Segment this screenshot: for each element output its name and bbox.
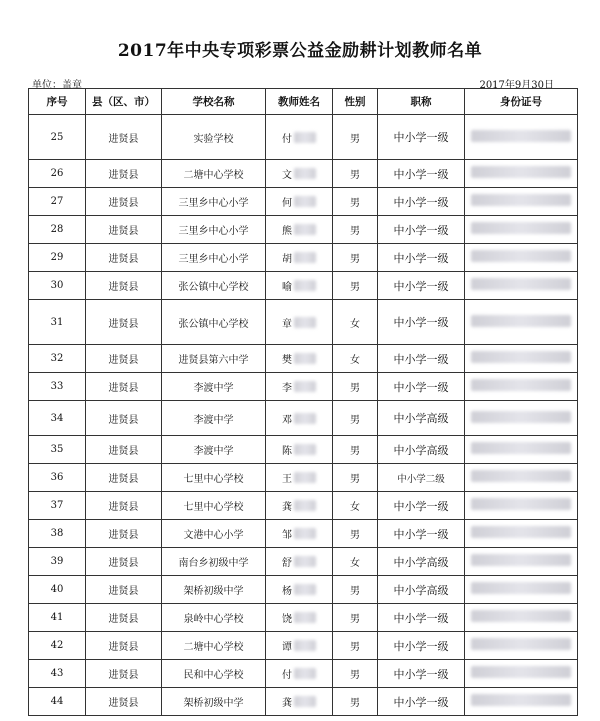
teacher-surname: 龚 — [282, 502, 292, 513]
header-gender: 性别 — [333, 89, 378, 115]
teacher-name-cell — [266, 373, 333, 401]
school-cell: 南台乡初级中学 — [162, 548, 266, 576]
teacher-name-cell — [266, 464, 333, 492]
gender-cell: 男 — [333, 244, 378, 272]
rank-cell: 中小学一级 — [378, 520, 465, 548]
teacher-name-cell — [266, 520, 333, 548]
teacher-name-cell — [266, 244, 333, 272]
id-number-cell — [465, 401, 578, 436]
teacher-surname: 饶 — [282, 614, 292, 625]
rank-cell: 中小学一级 — [378, 632, 465, 660]
teacher-roster-table — [28, 88, 578, 716]
teacher-name — [282, 470, 316, 485]
redacted-name-blur — [294, 640, 316, 651]
redacted-id-blur — [471, 315, 571, 327]
redacted-name-blur — [294, 168, 316, 179]
id-number-cell — [465, 660, 578, 688]
rank-cell: 中小学高级 — [378, 548, 465, 576]
id-number-cell — [465, 345, 578, 373]
teacher-surname: 李 — [282, 383, 292, 394]
redacted-id-blur — [471, 250, 571, 262]
redacted-name-blur — [294, 556, 316, 567]
gender-cell: 男 — [333, 688, 378, 716]
teacher-surname: 邓 — [282, 414, 292, 426]
county-cell: 进贤县 — [86, 660, 162, 688]
gender-cell: 男 — [333, 632, 378, 660]
redacted-id-blur — [471, 351, 571, 363]
teacher-surname: 付 — [282, 670, 292, 681]
header-no: 序号 — [29, 89, 86, 115]
id-number-cell — [465, 115, 578, 160]
redacted-id-blur — [471, 411, 571, 423]
gender-cell: 男 — [333, 160, 378, 188]
county-cell: 进贤县 — [86, 115, 162, 160]
row-number: 27 — [29, 188, 86, 216]
redacted-id-blur — [471, 470, 571, 482]
redacted-id-blur — [471, 379, 571, 391]
teacher-surname: 杨 — [282, 586, 292, 597]
redacted-id-blur — [471, 222, 571, 234]
gender-cell: 男 — [333, 272, 378, 300]
redacted-id-blur — [471, 166, 571, 178]
teacher-name — [282, 526, 316, 541]
rank-cell: 中小学一级 — [378, 492, 465, 520]
teacher-name — [282, 222, 316, 237]
table-row — [29, 401, 578, 436]
table-row — [29, 436, 578, 464]
id-number-cell — [465, 576, 578, 604]
rank-cell: 中小学一级 — [378, 688, 465, 716]
gender-cell: 男 — [333, 216, 378, 244]
row-number: 43 — [29, 660, 86, 688]
rank-cell: 中小学二级 — [378, 464, 465, 492]
table-row — [29, 548, 578, 576]
table-row — [29, 272, 578, 300]
teacher-name-cell — [266, 188, 333, 216]
redacted-name-blur — [294, 353, 316, 364]
county-cell: 进贤县 — [86, 436, 162, 464]
teacher-name — [282, 351, 316, 366]
gender-cell: 男 — [333, 436, 378, 464]
row-number: 42 — [29, 632, 86, 660]
school-cell: 三里乡中心小学 — [162, 216, 266, 244]
teacher-name — [282, 694, 316, 709]
gender-cell: 男 — [333, 604, 378, 632]
row-number: 28 — [29, 216, 86, 244]
id-number-cell — [465, 492, 578, 520]
school-cell: 李渡中学 — [162, 436, 266, 464]
rank-cell: 中小学一级 — [378, 115, 465, 160]
header-rank: 职称 — [378, 89, 465, 115]
gender-cell: 男 — [333, 576, 378, 604]
county-cell: 进贤县 — [86, 300, 162, 345]
teacher-name-cell — [266, 688, 333, 716]
row-number: 41 — [29, 604, 86, 632]
county-cell: 进贤县 — [86, 188, 162, 216]
unit-label: 单位：盖章 — [32, 80, 82, 91]
county-cell: 进贤县 — [86, 244, 162, 272]
teacher-surname: 文 — [282, 170, 292, 181]
teacher-name-cell — [266, 548, 333, 576]
id-number-cell — [465, 604, 578, 632]
teacher-surname: 舒 — [282, 558, 292, 569]
redacted-name-blur — [294, 584, 316, 595]
header-row — [29, 89, 578, 115]
county-cell: 进贤县 — [86, 345, 162, 373]
teacher-surname: 章 — [282, 318, 292, 330]
rank-cell: 中小学一级 — [378, 345, 465, 373]
teacher-name — [282, 166, 316, 181]
county-cell: 进贤县 — [86, 373, 162, 401]
redacted-name-blur — [294, 500, 316, 511]
row-number: 30 — [29, 272, 86, 300]
school-cell: 泉岭中心学校 — [162, 604, 266, 632]
redacted-id-blur — [471, 278, 571, 290]
school-cell: 文港中心小学 — [162, 520, 266, 548]
document-title: 2017年中央专项彩票公益金励耕计划教师名单 — [117, 41, 483, 61]
redacted-name-blur — [294, 612, 316, 623]
row-number: 44 — [29, 688, 86, 716]
redacted-name-blur — [294, 280, 316, 291]
redacted-name-blur — [294, 528, 316, 539]
redacted-name-blur — [294, 252, 316, 263]
row-number: 36 — [29, 464, 86, 492]
county-cell: 进贤县 — [86, 216, 162, 244]
id-number-cell — [465, 216, 578, 244]
id-number-cell — [465, 160, 578, 188]
rank-cell: 中小学高级 — [378, 401, 465, 436]
school-cell: 二塘中心学校 — [162, 160, 266, 188]
teacher-name-cell — [266, 436, 333, 464]
school-cell: 架桥初级中学 — [162, 576, 266, 604]
school-cell: 二塘中心学校 — [162, 632, 266, 660]
table-row — [29, 160, 578, 188]
teacher-name — [282, 554, 316, 569]
gender-cell: 男 — [333, 464, 378, 492]
rank-cell: 中小学一级 — [378, 244, 465, 272]
teacher-name-cell — [266, 401, 333, 436]
teacher-name-cell — [266, 300, 333, 345]
teacher-name-cell — [266, 345, 333, 373]
redacted-id-blur — [471, 666, 571, 678]
school-cell: 民和中心学校 — [162, 660, 266, 688]
county-cell: 进贤县 — [86, 604, 162, 632]
county-cell: 进贤县 — [86, 576, 162, 604]
teacher-name — [282, 498, 316, 513]
county-cell: 进贤县 — [86, 688, 162, 716]
teacher-surname: 胡 — [282, 254, 292, 265]
table-row — [29, 660, 578, 688]
school-cell: 张公镇中心学校 — [162, 272, 266, 300]
teacher-surname: 付 — [282, 133, 292, 145]
teacher-surname: 龚 — [282, 698, 292, 709]
county-cell: 进贤县 — [86, 160, 162, 188]
school-cell: 进贤县第六中学 — [162, 345, 266, 373]
county-cell: 进贤县 — [86, 272, 162, 300]
teacher-surname: 陈 — [282, 446, 292, 457]
table-row — [29, 188, 578, 216]
teacher-surname: 谭 — [282, 642, 292, 653]
id-number-cell — [465, 244, 578, 272]
school-cell: 三里乡中心小学 — [162, 244, 266, 272]
header-county: 县（区、市） — [86, 89, 162, 115]
teacher-name-cell — [266, 115, 333, 160]
table-row — [29, 688, 578, 716]
gender-cell: 男 — [333, 401, 378, 436]
county-cell: 进贤县 — [86, 401, 162, 436]
county-cell: 进贤县 — [86, 520, 162, 548]
redacted-id-blur — [471, 442, 571, 454]
gender-cell: 男 — [333, 115, 378, 160]
redacted-name-blur — [294, 472, 316, 483]
header-teacher-name: 教师姓名 — [266, 89, 333, 115]
gender-cell: 女 — [333, 548, 378, 576]
rank-cell: 中小学一级 — [378, 373, 465, 401]
table-row — [29, 576, 578, 604]
gender-cell: 男 — [333, 373, 378, 401]
school-cell: 七里中心学校 — [162, 464, 266, 492]
rank-cell: 中小学一级 — [378, 160, 465, 188]
redacted-name-blur — [294, 381, 316, 392]
redacted-name-blur — [294, 696, 316, 707]
id-number-cell — [465, 632, 578, 660]
row-number: 29 — [29, 244, 86, 272]
school-cell: 张公镇中心学校 — [162, 300, 266, 345]
table-row — [29, 520, 578, 548]
row-number: 38 — [29, 520, 86, 548]
id-number-cell — [465, 548, 578, 576]
teacher-name — [282, 379, 316, 394]
teacher-surname: 邹 — [282, 530, 292, 541]
county-cell: 进贤县 — [86, 632, 162, 660]
teacher-surname: 熊 — [282, 226, 292, 237]
redacted-id-blur — [471, 694, 571, 706]
table-row — [29, 492, 578, 520]
table-row — [29, 373, 578, 401]
teacher-surname: 何 — [282, 198, 292, 209]
table-row — [29, 300, 578, 345]
teacher-name — [282, 666, 316, 681]
redacted-id-blur — [471, 554, 571, 566]
rank-cell: 中小学一级 — [378, 604, 465, 632]
teacher-name-cell — [266, 216, 333, 244]
gender-cell: 男 — [333, 520, 378, 548]
rank-cell: 中小学一级 — [378, 216, 465, 244]
row-number: 40 — [29, 576, 86, 604]
county-cell: 进贤县 — [86, 492, 162, 520]
id-number-cell — [465, 520, 578, 548]
teacher-name-cell — [266, 632, 333, 660]
table-row — [29, 244, 578, 272]
teacher-name-cell — [266, 272, 333, 300]
document-date: 2017年9月30日 — [479, 80, 554, 91]
redacted-name-blur — [294, 317, 316, 328]
id-number-cell — [465, 300, 578, 345]
rank-cell: 中小学一级 — [378, 300, 465, 345]
teacher-name-cell — [266, 660, 333, 688]
school-cell: 架桥初级中学 — [162, 688, 266, 716]
school-cell: 七里中心学校 — [162, 492, 266, 520]
redacted-name-blur — [294, 224, 316, 235]
teacher-name — [282, 130, 316, 145]
row-number: 39 — [29, 548, 86, 576]
redacted-name-blur — [294, 196, 316, 207]
table-row — [29, 604, 578, 632]
row-number: 35 — [29, 436, 86, 464]
redacted-name-blur — [294, 444, 316, 455]
gender-cell: 女 — [333, 300, 378, 345]
teacher-name-cell — [266, 576, 333, 604]
redacted-id-blur — [471, 194, 571, 206]
teacher-name — [282, 582, 316, 597]
teacher-name-cell — [266, 492, 333, 520]
table-row — [29, 632, 578, 660]
teacher-name — [282, 638, 316, 653]
redacted-id-blur — [471, 526, 571, 538]
redacted-id-blur — [471, 638, 571, 650]
gender-cell: 女 — [333, 345, 378, 373]
redacted-id-blur — [471, 610, 571, 622]
redacted-id-blur — [471, 582, 571, 594]
rank-cell: 中小学一级 — [378, 188, 465, 216]
teacher-name — [282, 411, 316, 426]
row-number: 25 — [29, 115, 86, 160]
teacher-name — [282, 194, 316, 209]
id-number-cell — [465, 188, 578, 216]
rank-cell: 中小学高级 — [378, 576, 465, 604]
id-number-cell — [465, 688, 578, 716]
teacher-name — [282, 278, 316, 293]
rank-cell: 中小学一级 — [378, 660, 465, 688]
table-row — [29, 216, 578, 244]
id-number-cell — [465, 272, 578, 300]
teacher-name — [282, 250, 316, 265]
county-cell: 进贤县 — [86, 548, 162, 576]
redacted-id-blur — [471, 498, 571, 510]
id-number-cell — [465, 464, 578, 492]
rank-cell: 中小学一级 — [378, 272, 465, 300]
id-number-cell — [465, 436, 578, 464]
header-id-number: 身份证号 — [465, 89, 578, 115]
county-cell: 进贤县 — [86, 464, 162, 492]
gender-cell: 男 — [333, 188, 378, 216]
row-number: 32 — [29, 345, 86, 373]
id-number-cell — [465, 373, 578, 401]
row-number: 37 — [29, 492, 86, 520]
redacted-name-blur — [294, 413, 316, 424]
row-number: 26 — [29, 160, 86, 188]
row-number: 34 — [29, 401, 86, 436]
school-cell: 李渡中学 — [162, 373, 266, 401]
teacher-surname: 王 — [282, 474, 292, 485]
redacted-name-blur — [294, 132, 316, 143]
row-number: 33 — [29, 373, 86, 401]
teacher-name-cell — [266, 604, 333, 632]
school-cell: 实验学校 — [162, 115, 266, 160]
redacted-name-blur — [294, 668, 316, 679]
header-school: 学校名称 — [162, 89, 266, 115]
teacher-surname: 樊 — [282, 355, 292, 366]
rank-cell: 中小学高级 — [378, 436, 465, 464]
teacher-name — [282, 315, 316, 330]
teacher-name — [282, 610, 316, 625]
table-row — [29, 345, 578, 373]
roster-body — [29, 115, 578, 716]
gender-cell: 男 — [333, 660, 378, 688]
gender-cell: 女 — [333, 492, 378, 520]
table-row — [29, 464, 578, 492]
school-cell: 李渡中学 — [162, 401, 266, 436]
teacher-name-cell — [266, 160, 333, 188]
table-row — [29, 115, 578, 160]
teacher-surname: 喻 — [282, 282, 292, 293]
teacher-name — [282, 442, 316, 457]
redacted-id-blur — [471, 130, 571, 142]
school-cell: 三里乡中心小学 — [162, 188, 266, 216]
row-number: 31 — [29, 300, 86, 345]
